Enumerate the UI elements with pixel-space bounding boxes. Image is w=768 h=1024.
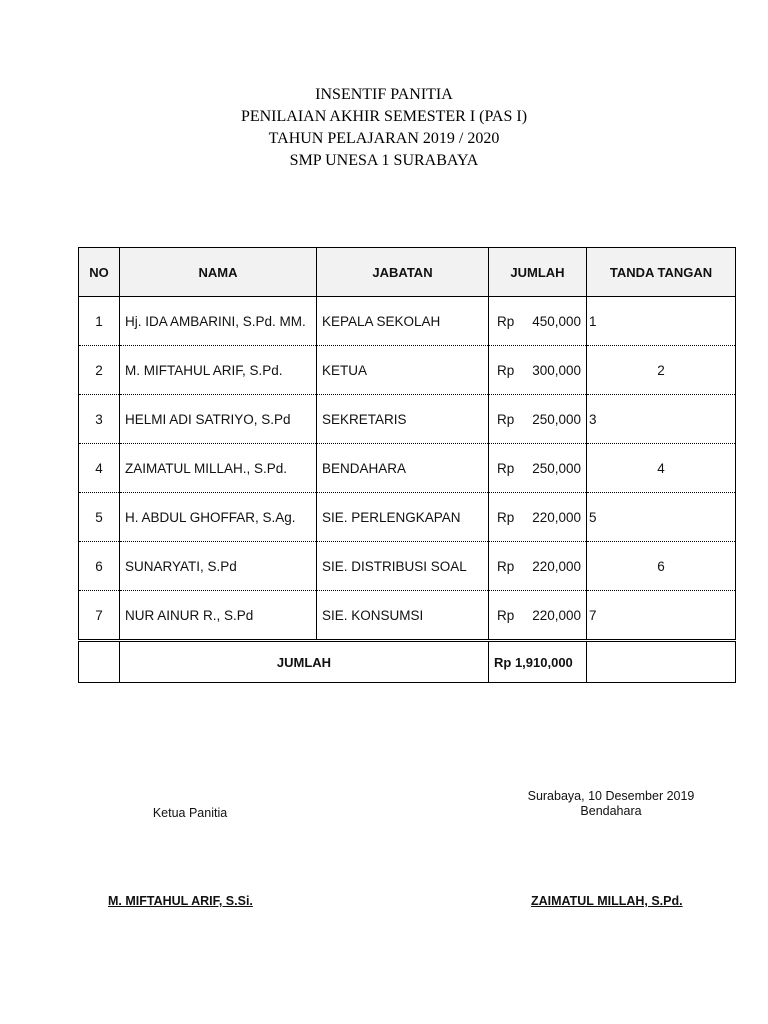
row-jabatan: KEPALA SEKOLAH bbox=[317, 297, 489, 346]
row-jumlah bbox=[489, 444, 587, 493]
title-line-4: SMP UNESA 1 SURABAYA bbox=[289, 152, 479, 169]
row-jumlah bbox=[489, 297, 587, 346]
row-no: 7 bbox=[79, 591, 120, 641]
row-jumlah bbox=[489, 346, 587, 395]
chair-name: M. MIFTAHUL ARIF, S.Si. bbox=[108, 894, 253, 908]
header-nama: NAMA bbox=[120, 248, 317, 297]
row-no: 1 bbox=[79, 297, 120, 346]
amount-value: 250,000 bbox=[532, 460, 581, 476]
total-row bbox=[79, 641, 736, 683]
header-no: NO bbox=[79, 248, 120, 297]
row-nama: M. MIFTAHUL ARIF, S.Pd. bbox=[120, 346, 317, 395]
currency-label: Rp bbox=[497, 509, 515, 525]
row-jumlah bbox=[489, 591, 587, 641]
table-row bbox=[79, 591, 736, 641]
row-jumlah bbox=[489, 542, 587, 591]
row-nama: NUR AINUR R., S.Pd bbox=[120, 591, 317, 641]
row-no: 6 bbox=[79, 542, 120, 591]
amount-value: 300,000 bbox=[532, 362, 581, 378]
total-blank-cell bbox=[79, 641, 120, 683]
currency-label: Rp bbox=[497, 460, 515, 476]
title-line-2: PENILAIAN AKHIR SEMESTER I (PAS I) bbox=[240, 108, 528, 125]
row-jabatan: BENDAHARA bbox=[317, 444, 489, 493]
row-jumlah bbox=[489, 395, 587, 444]
row-signature: 5 bbox=[587, 493, 736, 542]
treasurer-name: ZAIMATUL MILLAH, S.Pd. bbox=[531, 894, 683, 908]
amount-value: 220,000 bbox=[532, 509, 581, 525]
currency-label: Rp bbox=[497, 313, 515, 329]
document-title bbox=[0, 84, 768, 172]
row-nama: ZAIMATUL MILLAH., S.Pd. bbox=[120, 444, 317, 493]
row-no: 4 bbox=[79, 444, 120, 493]
treasurer-role: Bendahara bbox=[580, 804, 642, 818]
row-jabatan: SEKRETARIS bbox=[317, 395, 489, 444]
header-jumlah: JUMLAH bbox=[489, 248, 587, 297]
place-date-block bbox=[506, 789, 716, 819]
row-signature: 7 bbox=[587, 591, 736, 641]
row-jabatan: SIE. PERLENGKAPAN bbox=[317, 493, 489, 542]
incentive-table bbox=[78, 247, 736, 683]
amount-value: 250,000 bbox=[532, 411, 581, 427]
row-nama: HELMI ADI SATRIYO, S.Pd bbox=[120, 395, 317, 444]
row-jumlah bbox=[489, 493, 587, 542]
table-row bbox=[79, 542, 736, 591]
table-row bbox=[79, 444, 736, 493]
amount-value: 220,000 bbox=[532, 558, 581, 574]
header-tanda-tangan: TANDA TANGAN bbox=[587, 248, 736, 297]
row-signature: 1 bbox=[587, 297, 736, 346]
row-signature: 4 bbox=[587, 444, 736, 493]
total-signature-blank bbox=[587, 641, 736, 683]
row-no: 2 bbox=[79, 346, 120, 395]
row-no: 3 bbox=[79, 395, 120, 444]
row-nama: Hj. IDA AMBARINI, S.Pd. MM. bbox=[120, 297, 317, 346]
amount-value: 220,000 bbox=[532, 607, 581, 623]
row-jabatan: KETUA bbox=[317, 346, 489, 395]
title-line-1: INSENTIF PANITIA bbox=[315, 86, 453, 103]
place-date: Surabaya, 10 Desember 2019 bbox=[527, 789, 695, 803]
currency-label: Rp bbox=[497, 607, 515, 623]
row-jabatan: SIE. KONSUMSI bbox=[317, 591, 489, 641]
chair-role: Ketua Panitia bbox=[152, 806, 228, 820]
currency-label: Rp bbox=[497, 362, 515, 378]
currency-label: Rp bbox=[497, 558, 515, 574]
amount-value: 450,000 bbox=[532, 313, 581, 329]
row-signature: 2 bbox=[587, 346, 736, 395]
header-jabatan: JABATAN bbox=[317, 248, 489, 297]
table-row bbox=[79, 395, 736, 444]
row-signature: 3 bbox=[587, 395, 736, 444]
row-signature: 6 bbox=[587, 542, 736, 591]
row-nama: H. ABDUL GHOFFAR, S.Ag. bbox=[120, 493, 317, 542]
table-row bbox=[79, 493, 736, 542]
currency-label: Rp bbox=[497, 411, 515, 427]
row-nama: SUNARYATI, S.Pd bbox=[120, 542, 317, 591]
table-row bbox=[79, 346, 736, 395]
total-value: Rp 1,910,000 bbox=[489, 641, 587, 683]
table-row bbox=[79, 297, 736, 346]
table-header-row bbox=[79, 248, 736, 297]
title-line-3: TAHUN PELAJARAN 2019 / 2020 bbox=[268, 130, 500, 147]
row-jabatan: SIE. DISTRIBUSI SOAL bbox=[317, 542, 489, 591]
total-label: JUMLAH bbox=[120, 641, 489, 683]
row-no: 5 bbox=[79, 493, 120, 542]
